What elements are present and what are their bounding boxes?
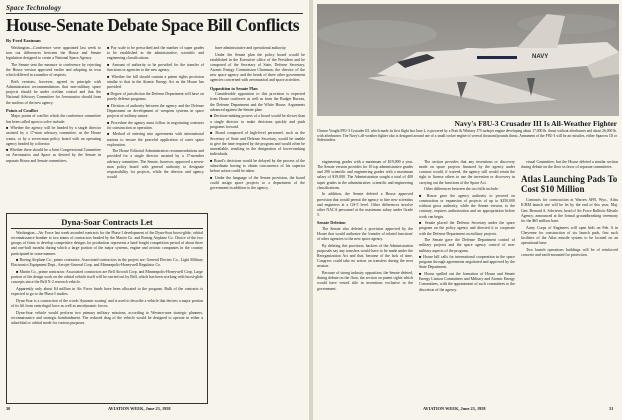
headline: House-Senate Debate Space Bill Conflicts xyxy=(6,15,300,35)
paragraph: In addition, the Senate deleted a House approved provision that would permit the agency to hire new scientists and engineers at a GS-5 level. Other differences involve other NACA personnel at the maximum salary under Grade 5. xyxy=(317,192,413,218)
footer-left: AVIATION WEEK, June 23, 1958 xyxy=(108,406,171,411)
photo-caption-title: Navy's F8U-3 Crusader III Is All-Weather Fighter xyxy=(454,119,617,128)
paragraph: The House Editorial Administration recommendations and provided for a single director assisted by a 17-member advisory committee. The Senate, however, approved a seven-man policy board with general authority to designate responsibility for projects, while the director and agency would xyxy=(107,149,204,180)
footer-right: AVIATION WEEK, June 23, 1958 xyxy=(423,406,486,411)
paragraph: ■ Board's decisions would be delayed by the process of the subordinate having to obtain concurrence of his superior before action could be taken. xyxy=(210,158,305,173)
fighter-jet-image xyxy=(317,4,619,116)
byline: By Ford Eastman xyxy=(6,38,41,43)
box-paragraph: ■ Boeing Airplane Co., prime contractor. Associated contractors in the project are: General Electric Co., Light Military Electronics Equipment Dept., Aerojet-General Corp. and Minneapolis-Honeywell Regulator Co. xyxy=(11,258,203,268)
paragraph: ■ House spelled out the formation of House and Senate Energy Liaison Committees and Military and Atomic Energy Committees, with the appointment of such committees to the discretion of the agency. xyxy=(419,272,515,292)
paragraph: ■ Degree of jurisdiction the Defense Department will have on purely defense programs. xyxy=(107,91,204,101)
right-column-1 xyxy=(317,160,413,404)
right-column-2 xyxy=(419,160,515,404)
paragraph: Under the Senate plan the policy board would be established in the Executive office of the President and be composed of the Secretary of State, Defense Secretary, Atomic Energy Commission Chairman, the director of the new space agency and the heads of three other government agencies concerned with aeronautical and space activities. xyxy=(210,52,305,83)
paragraph: Washington—Conference were appointed last week to iron out differences between the House and Senate legislation designed to create a National Space Agency. xyxy=(6,46,101,61)
box-paragraph: Dyna-Soar is a contraction of the words 'dynamic soaring' and is used to describe a vehicle that derives a major portion of its lift from centrifugal force as well as aerodynamic forces. xyxy=(11,298,203,309)
paragraph: Considerable opposition to this provision is expected from House conferees as well as from the Budget Bureau, the Defense Department and the White House. Arguments advanced against the Senate plan: xyxy=(210,92,305,112)
right-column-3 xyxy=(521,160,618,404)
atlas-headline: Atlas Launching Pads To Cost $10 Million xyxy=(521,174,618,195)
dyna-soar-box xyxy=(6,213,208,404)
paragraph: The section provides that any inventions or discovery made on space projects financed by the agency under contract would, if waived, the agency still would retain the right to license others to use the invention or discovery in carrying out the functions of the Space Act. xyxy=(419,160,515,185)
paragraph: visual Committee, but the House deleted a similar section during debate on the floor in favor of separate committees. xyxy=(521,160,618,170)
paragraph: ■ House bill calls for international cooperation in the space program through agreements negotiated and approved by the State Department. xyxy=(419,255,515,270)
paragraph: Because of strong industry opposition, the Senate deleted, during debate on the floor, the section on patent rights which would have vested title in inventions exclusive in the government. xyxy=(317,271,413,291)
section-rule xyxy=(6,13,303,14)
paragraph: ■ Division of authority between the agency and the Defense Department on development of weapons systems in space projects of military nature. xyxy=(107,103,204,118)
paragraph: By deleting this provision, backers of the Administration proposals say any transfers would have to be made under the Reorganization Act and that, because of the lack of time, Congress could take no action on transfers during the next session. xyxy=(317,243,413,269)
article-column-1 xyxy=(6,46,101,210)
paragraph: engineering grades with a maximum of $19,000 a year. The Senate version provides for 10 top administrative grades and 290 scientific and engineering grades with a maximum salary of $19,000. The Administration sought a total of 400 super grades in the administrative, scientific and engineering classifications. xyxy=(317,160,413,190)
paragraph: ■ Pay scale to be prescribed and the number of super grades to be established in the administrative, scientific and engineering classifications. xyxy=(107,46,204,61)
section-label: Space Technology xyxy=(6,4,62,12)
subhead: Opposition to Senate Plan xyxy=(210,85,258,91)
paragraph: ■ Amount of authority to be provided for the transfer of functions or agencies to the new agency. xyxy=(107,62,204,73)
box-paragraph: Dyna-Soar vehicle would perform two primary military missions, according to Western-area strategic planners, reconnaissance and strategic bombardment. The reduced drag of the vehicle would be designed to operate in either a suborbital or orbital mode for various purposes. xyxy=(11,310,203,325)
paragraph: The Senate sent the measure to conference by rejecting the House version approved earlier and adopting its own which differed in a number of respects. xyxy=(6,62,101,78)
box-title: Dyna-Soar Contracts Let xyxy=(61,217,153,227)
paragraph: ■ Senate placed the Defense Secretary under the space program on the policy agency and directed it to cooperate with the Defense Department on military projects. xyxy=(419,221,515,236)
box-paragraph: Washington—Air Force last week awarded contracts for the Phase I development of the Dyna-Soar boost-glide, orbital reconnaissance bomber to two teams of contractors headed by the Martin Co. and Boeing Airplane Co. Choice of the two groups of firms to develop competitive designs for production represents a hard-fought competition period of about three and one-half months during which a large portion of the major systems, engine and avionic companies in the country participated in some manner. xyxy=(11,231,203,256)
paragraph: Both versions, however, agreed in principle with Administration recommendations that non-military space projects should be under civilian control and that the National Advisory Committee for Aeronautics should form the nucleus of the new agency. xyxy=(6,79,101,105)
subhead: Senate Deletion xyxy=(317,220,346,226)
paragraph: ■ Whether the agency will be headed by a single director assisted by a 17-man advisory committee, as the House wants, or by a seven-man policy board with an operating agency headed by a director. xyxy=(6,126,101,146)
paragraph: ■ Method of entering into agreements with international nations to ensure the peaceful application of outer space exploration. xyxy=(107,132,204,147)
right-page xyxy=(313,0,622,420)
paragraph: The Senate also deleted a provision approved by the House that would authorize the 'transfer of related functions' of other agencies to the new space agency. xyxy=(317,226,413,242)
paragraph: ■ Whether the bill should contain a patent rights provision similar to that in the Atomic Energy Act as the House has provided. xyxy=(107,74,204,90)
svg-text:NAVY: NAVY xyxy=(532,54,549,60)
article-column-3 xyxy=(210,46,305,400)
paragraph: ■ Board composed of high-level personnel, such as the Secretary of State and Defense Secretary, would be unable to give the time required by the program and would often be unavailable, resulting in the designation of lower-ranking individuals. xyxy=(210,131,305,156)
page-number-left: 30 xyxy=(6,406,11,411)
page-number-right: 31 xyxy=(609,406,614,411)
aircraft-photo xyxy=(317,4,619,116)
paragraph: Two launch operations buildings will be of reinforced concrete and earth-mounted for protection. xyxy=(521,247,618,257)
paragraph: ■ Under the language of the Senate provision, the board could assign space projects to a department of the government in addition to the agency. xyxy=(210,175,305,190)
box-paragraph: Apparently only about $4 million in Air Force funds have been allocated to the program. Bulk of the contracts is expected to go to the Phase I studies. xyxy=(11,287,203,297)
photo-caption: Chance Vought F8U-3 Crusader III, which made its first flight last June 2, is powered by a Pratt & Whitney J75 turbojet engine developing about 17,000 lb. thrust without afterburner and about 26,000 lb. with afterburner. The Navy's all-weather fighter also is designed around use of a small rocket engine of several thousand pounds thrust. Armament of the F8U-3 will be air missiles, either Sparrow III or Sidewinders. xyxy=(317,129,617,143)
paragraph: Major points of conflict which the conference committee has been called upon to solve include: xyxy=(6,114,101,124)
paragraph: ■ House gave the agency authority to proceed on construction or expansion of projects of up to $250,000 without gross authority, while the Senate version, to the contrary, requires authorization and an appropriation before work can begin. xyxy=(419,193,515,219)
article-column-2 xyxy=(107,46,204,210)
paragraph: Other differences between the two bills include: xyxy=(424,187,499,192)
box-text xyxy=(11,231,203,399)
box-paragraph: ■ Martin Co., prime contractor. Associated contractors are Bell Aircraft Corp. and Minneapolis-Honeywell Corp. Large portion of the design work on the orbital vehicle itself will be carried out by Bell, which has been working with boost-glide concepts since the Bell X-2 research vehicle. xyxy=(11,270,203,285)
paragraph: Army Corps of Engineers will open bids on Feb. 6 in Cheyenne for construction of six launch pads, first such facilities of the Atlas missile system to be located on an operational base. xyxy=(521,225,618,246)
box-rule xyxy=(11,228,203,229)
subhead: Points of Conflict xyxy=(6,107,38,113)
paragraph: have administrative and operational authority. xyxy=(215,46,287,50)
paragraph: The Senate gave the Defense Department control of military projects and the space agency control of non-military aspects of the program. xyxy=(419,238,515,253)
paragraph: Contracts for construction at Warren AFB, Wyo., Atlas ICBM launch site will be let by the end of this year, Maj. Gen. Bernard A. Schriever, head of Air Force Ballistic Missile Agency, announced at the formal groundbreaking ceremony for the $65 million base. xyxy=(521,198,618,223)
left-page xyxy=(0,0,309,420)
paragraph: ■ Decision-making powers of a board would be slower than a single director to make decisions quickly and push programs forward. xyxy=(210,114,305,129)
paragraph: ■ Procedure the agency must follow in negotiating contracts for construction or operation. xyxy=(107,120,204,130)
paragraph: ■ Whether there should be a Joint Congressional Committee on Aeronautics and Space as desired by the Senate in separate House and Senate committees. xyxy=(6,148,101,163)
